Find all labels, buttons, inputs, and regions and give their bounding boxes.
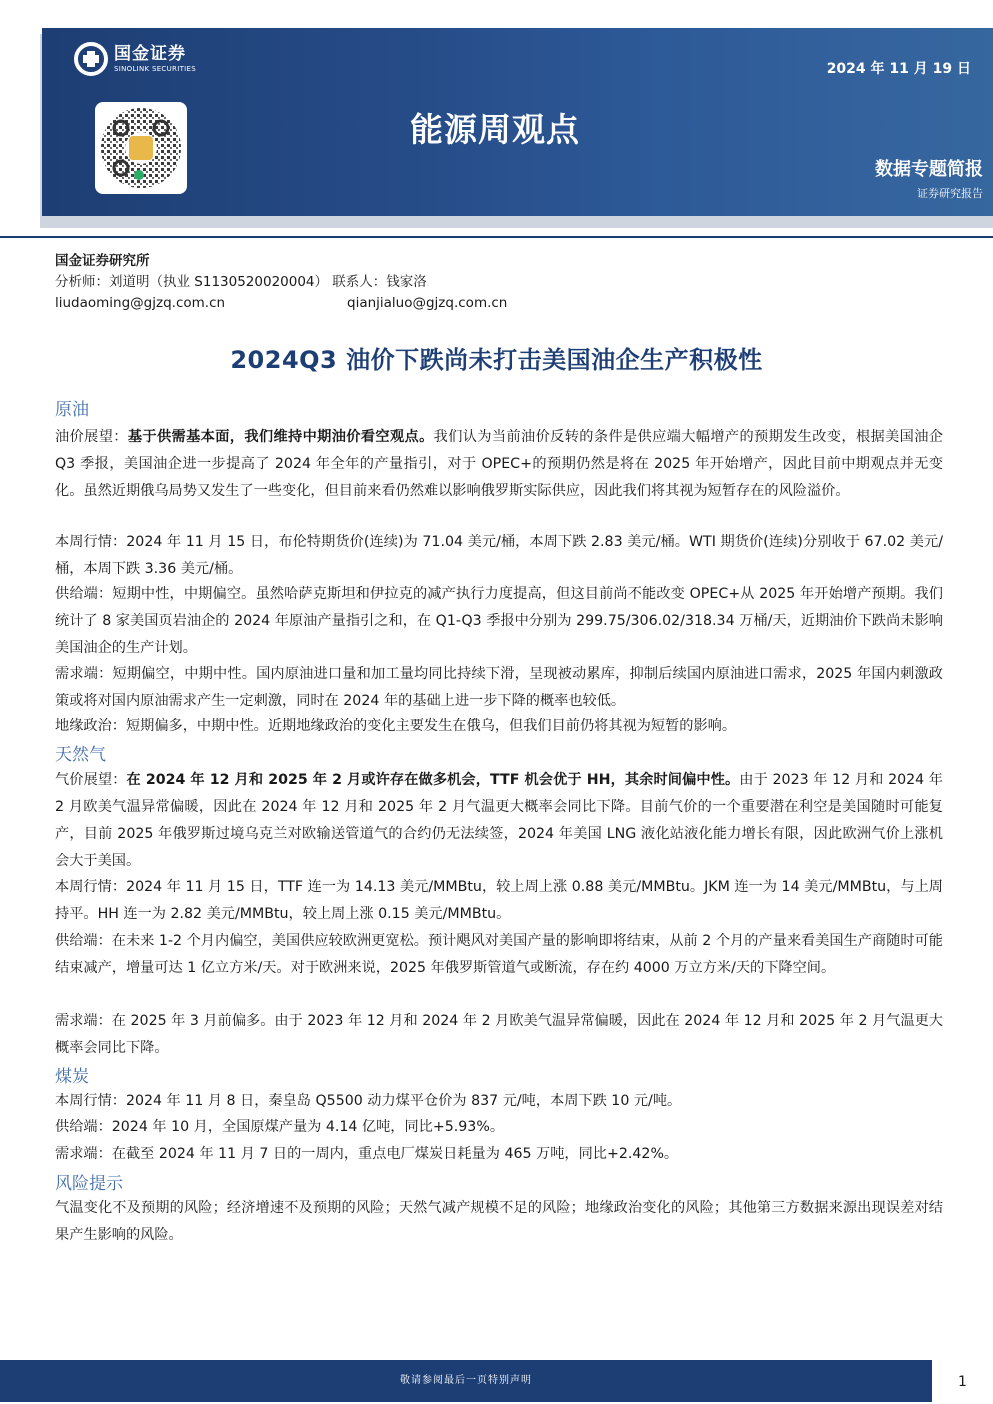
gas-weekly-market: 本周行情：2024 年 11 月 15 日，TTF 连一为 14.13 美元/MMBtu，较上周上涨 0.88 美元/MMBtu。JKM 连一为 14 美元/MMBtu，与上周持平。HH 连一为 2.82 美元/MMBtu，较上周上涨 0.15 美元/MMBtu。 xyxy=(55,879,943,922)
gas-outlook-lead: 气价展望： xyxy=(55,772,127,788)
risk-paragraph: 气温变化不及预期的风险；经济增速不及预期的风险；天然气减产规模不足的风险；地缘政治变化的风险；其他第三方数据来源出现误差对结果产生影响的风险。 xyxy=(55,1200,943,1243)
report-type: 数据专题简报 xyxy=(875,159,983,180)
company-logo xyxy=(74,42,196,76)
section-heading-crude: 原油 xyxy=(55,400,89,420)
report-subtype: 证券研究报告 xyxy=(917,187,983,200)
report-date: 2024 年 11 月 19 日 xyxy=(826,61,971,77)
gas-outlook-body: 由于 2023 年 12 月和 2024 年 2 月欧美气温异常偏暖，因此在 2024 年 12 月和 2025 年 2 月气温更大概率会同比下降。目前气价的一个重要潜在利空是美国随时可能复产，目前 2025 年俄罗斯过境乌克兰对欧输送管道气的合约仍无法续签，2024 年美国 LNG 液化站液化能力增长有限，因此欧洲气价上涨机会大于美国。 xyxy=(55,772,943,869)
coal-weekly-market: 本周行情：2024 年 11 月 8 日，秦皇岛 Q5500 动力煤平仓价为 837 元/吨，本周下跌 10 元/吨。 xyxy=(55,1093,682,1109)
report-series-title: 能源周观点 xyxy=(410,110,580,149)
crude-outlook-key-view: 基于供需基本面，我们维持中期油价看空观点。 xyxy=(127,429,434,445)
footer-disclaimer: 敬请参阅最后一页特别声明 xyxy=(400,1375,532,1386)
logo-english-name: SINOLINK SECURITIES xyxy=(114,64,196,73)
section-heading-gas: 天然气 xyxy=(55,745,106,765)
coal-demand: 需求端：在截至 2024 年 11 月 7 日的一周内，重点电厂煤炭日耗量为 465 万吨，同比+2.42%。 xyxy=(55,1146,679,1162)
qr-code-icon xyxy=(95,102,187,194)
contact-email[interactable]: qianjialuo@gjzq.com.cn xyxy=(347,295,508,311)
analyst-line: 分析师：刘道明（执业 S1130520020004） 联系人：钱家洛 xyxy=(55,274,427,290)
header-banner xyxy=(42,28,993,216)
gas-outlook-key-view: 在 2024 年 12 月和 2025 年 2 月或许存在做多机会，TTF 机会优于 HH，其余时间偏中性。 xyxy=(126,772,740,788)
research-institute: 国金证券研究所 xyxy=(55,253,150,269)
sinolink-logo-icon xyxy=(74,42,108,76)
header-divider xyxy=(0,236,993,238)
crude-outlook-body: 我们认为当前油价反转的条件是供应端大幅增产的预期发生改变，根据美国油企 Q3 季报，美国油企进一步提高了 2024 年全年的产量指引，对于 OPEC+的预期仍然是将在 2025 年开始增产，因此目前中期观点并无变化。虽然近期俄乌局势又发生了一些变化，但目前来看仍然难以影响俄罗斯实际供应，因此我们将其视为短暂存在的风险溢价。 xyxy=(55,429,943,499)
document-title: 2024Q3 油价下跌尚未打击美国油企生产积极性 xyxy=(230,346,763,374)
page-number: 1 xyxy=(958,1374,967,1390)
crude-weekly-market: 本周行情：2024 年 11 月 15 日，布伦特期货价(连续)为 71.04 美元/桶，本周下跌 2.83 美元/桶。WTI 期货价(连续)分别收于 67.02 美元/桶，本周下跌 3.36 美元/桶。 xyxy=(55,534,943,577)
gas-demand: 需求端：在 2025 年 3 月前偏多。由于 2023 年 12 月和 2024 年 2 月欧美气温异常偏暖，因此在 2024 年 12 月和 2025 年 2 月气温更大概率会同比下降。 xyxy=(55,1013,943,1056)
section-heading-risk: 风险提示 xyxy=(55,1174,123,1194)
crude-demand: 需求端：短期偏空，中期中性。国内原油进口量和加工量均同比持续下滑，呈现被动累库，抑制后续国内原油进口需求，2025 年国内刺激政策或将对国内原油需求产生一定刺激，同时在 2024 年的基础上进一步下降的概率也较低。 xyxy=(55,666,943,709)
analyst-email[interactable]: liudaoming@gjzq.com.cn xyxy=(55,295,226,311)
footer-disclaimer-bar xyxy=(0,1360,932,1402)
crude-geopolitics: 地缘政治：短期偏多，中期中性。近期地缘政治的变化主要发生在俄乌，但我们目前仍将其视为短暂的影响。 xyxy=(55,718,737,734)
section-heading-coal: 煤炭 xyxy=(55,1067,89,1087)
crude-outlook-lead: 油价展望： xyxy=(55,429,128,445)
mini-program-qr-code[interactable] xyxy=(95,102,187,194)
coal-supply: 供给端：2024 年 10 月，全国原煤产量为 4.14 亿吨，同比+5.93%。 xyxy=(55,1119,505,1135)
gas-outlook-paragraph xyxy=(55,767,943,875)
gas-supply: 供给端：在未来 1-2 个月内偏空，美国供应较欧洲更宽松。预计飓风对美国产量的影响即将结束，从前 2 个月的产量来看美国生产商随时可能结束减产，增量可达 1 亿立方米/天。对于欧洲来说，2025 年俄罗斯管道气或断流，存在约 4000 万立方米/天的下降空间。 xyxy=(55,933,943,976)
crude-outlook-paragraph xyxy=(55,424,943,505)
logo-chinese-name: 国金证券 xyxy=(114,43,186,64)
crude-supply: 供给端：短期中性，中期偏空。虽然哈萨克斯坦和伊拉克的减产执行力度提高，但这目前尚不能改变 OPEC+从 2025 年开始增产预期。我们统计了 8 家美国页岩油企的 2024 年原油产量指引之和，在 Q1-Q3 季报中分别为 299.75/306.02/318.34 万桶/天，近期油价下跌尚未影响美国油企的生产计划。 xyxy=(55,586,943,656)
